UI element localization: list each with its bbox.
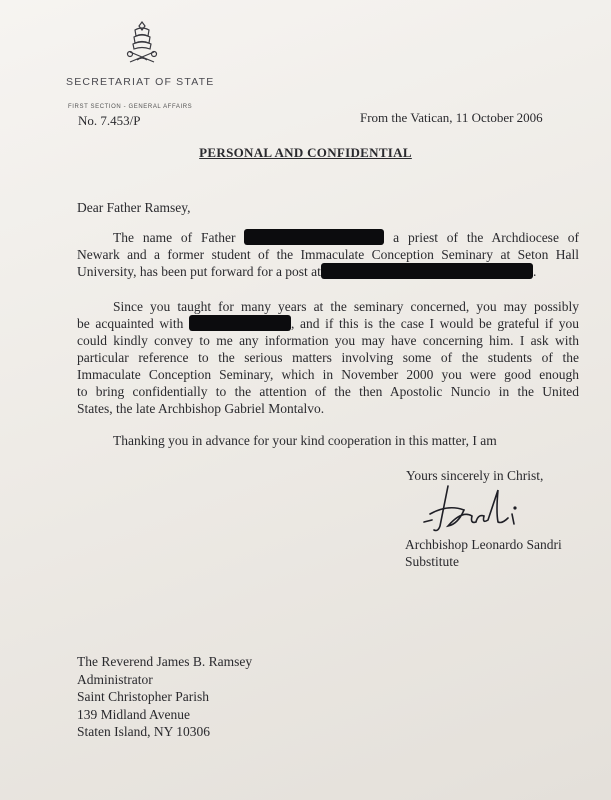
organization-name: SECRETARIAT OF STATE bbox=[66, 76, 215, 88]
papal-crest-icon bbox=[122, 20, 162, 64]
paragraph-2 bbox=[77, 298, 579, 417]
text-fragment: University, has been put forward for a post at bbox=[77, 264, 321, 279]
redaction-bar bbox=[321, 263, 533, 279]
signer-block bbox=[405, 536, 562, 570]
paragraph-2-line: Immaculate Conception Seminary, which in November 2000 you were good enough bbox=[77, 367, 579, 382]
paragraph-1-line: Newark and a former student of the Immaculate Conception Seminary at Seton Hall bbox=[77, 247, 579, 262]
paragraph-2-line: Since you taught for many years at the seminary concerned, you may possibly bbox=[113, 299, 579, 314]
paragraph-2-line: particular reference to the serious matters involving some of the students of the bbox=[77, 350, 579, 365]
paragraph-3 bbox=[77, 432, 579, 449]
paragraph-1-line bbox=[77, 263, 579, 280]
address-line: The Reverend James B. Ramsey bbox=[77, 654, 253, 669]
text-fragment: . bbox=[532, 264, 537, 279]
address-line: Saint Christopher Parish bbox=[77, 689, 209, 704]
signer-name: Archbishop Leonardo Sandri bbox=[405, 537, 562, 552]
address-line: Staten Island, NY 10306 bbox=[77, 724, 210, 739]
text-fragment: a priest of the Archdiocese of bbox=[393, 230, 580, 245]
handwritten-signature bbox=[418, 480, 533, 540]
text-fragment: , and if this is the case I would be grateful if you bbox=[291, 316, 580, 331]
confidential-heading: PERSONAL AND CONFIDENTIAL bbox=[199, 145, 412, 160]
address-line: 139 Midland Avenue bbox=[77, 706, 190, 722]
salutation: Dear Father Ramsey, bbox=[77, 200, 191, 215]
paragraph-2-line bbox=[77, 315, 579, 332]
section-label: FIRST SECTION - GENERAL AFFAIRS bbox=[68, 104, 193, 110]
closing: Yours sincerely in Christ, bbox=[406, 468, 544, 483]
protocol-number: No. 7.453/P bbox=[78, 113, 141, 128]
paragraph-3-line: Thanking you in advance for your kind cooperation in this matter, I am bbox=[113, 433, 497, 448]
recipient-address bbox=[77, 653, 252, 741]
redaction-bar bbox=[189, 315, 291, 331]
address-line: Administrator bbox=[77, 671, 153, 687]
paragraph-2-line: States, the late Archbishop Gabriel Montalvo. bbox=[77, 401, 325, 416]
dateline: From the Vatican, 11 October 2006 bbox=[360, 110, 543, 125]
redaction-bar bbox=[244, 229, 384, 245]
paragraph-1-line bbox=[77, 229, 579, 246]
paragraph-2-line: to bring confidentially to the attention of the then Apostolic Nuncio in the United bbox=[77, 384, 579, 399]
text-fragment: The name of Father bbox=[113, 230, 236, 245]
paragraph-2-line: could kindly convey to me any information you may have concerning him. I ask with bbox=[77, 333, 579, 348]
text-fragment: be acquainted with bbox=[77, 316, 184, 331]
paragraph-1 bbox=[77, 229, 579, 280]
signer-title: Substitute bbox=[405, 554, 460, 569]
